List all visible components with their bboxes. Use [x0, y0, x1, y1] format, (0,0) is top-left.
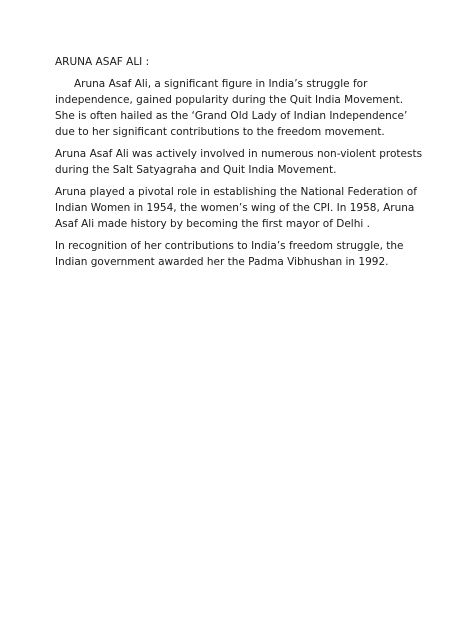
paragraph-award: In recognition of her contributions to India’s freedom struggle, the Indian government awarded her the Padma Vibhushan in 1992. — [55, 240, 404, 268]
paragraph-intro: Aruna Asaf Ali, a significant figure in India’s struggle for independence, gained popularity during the Quit India Movement. She is often hailed as the ‘Grand Old Lady of Indian Independence’ due to her significant contributions to the freedom movement. — [55, 78, 408, 138]
document-heading: ARUNA ASAF ALI : — [55, 56, 150, 68]
document-body — [55, 54, 425, 276]
paragraph-federation: Aruna played a pivotal role in establishing the National Federation of Indian Women in 1954, the women’s wing of the CPI. In 1958, Aruna Asaf Ali made history by becoming the first mayor of Delhi . — [55, 186, 417, 230]
paragraph-protests: Aruna Asaf Ali was actively involved in numerous non-violent protests during the Salt Satyagraha and Quit India Movement. — [55, 148, 423, 176]
